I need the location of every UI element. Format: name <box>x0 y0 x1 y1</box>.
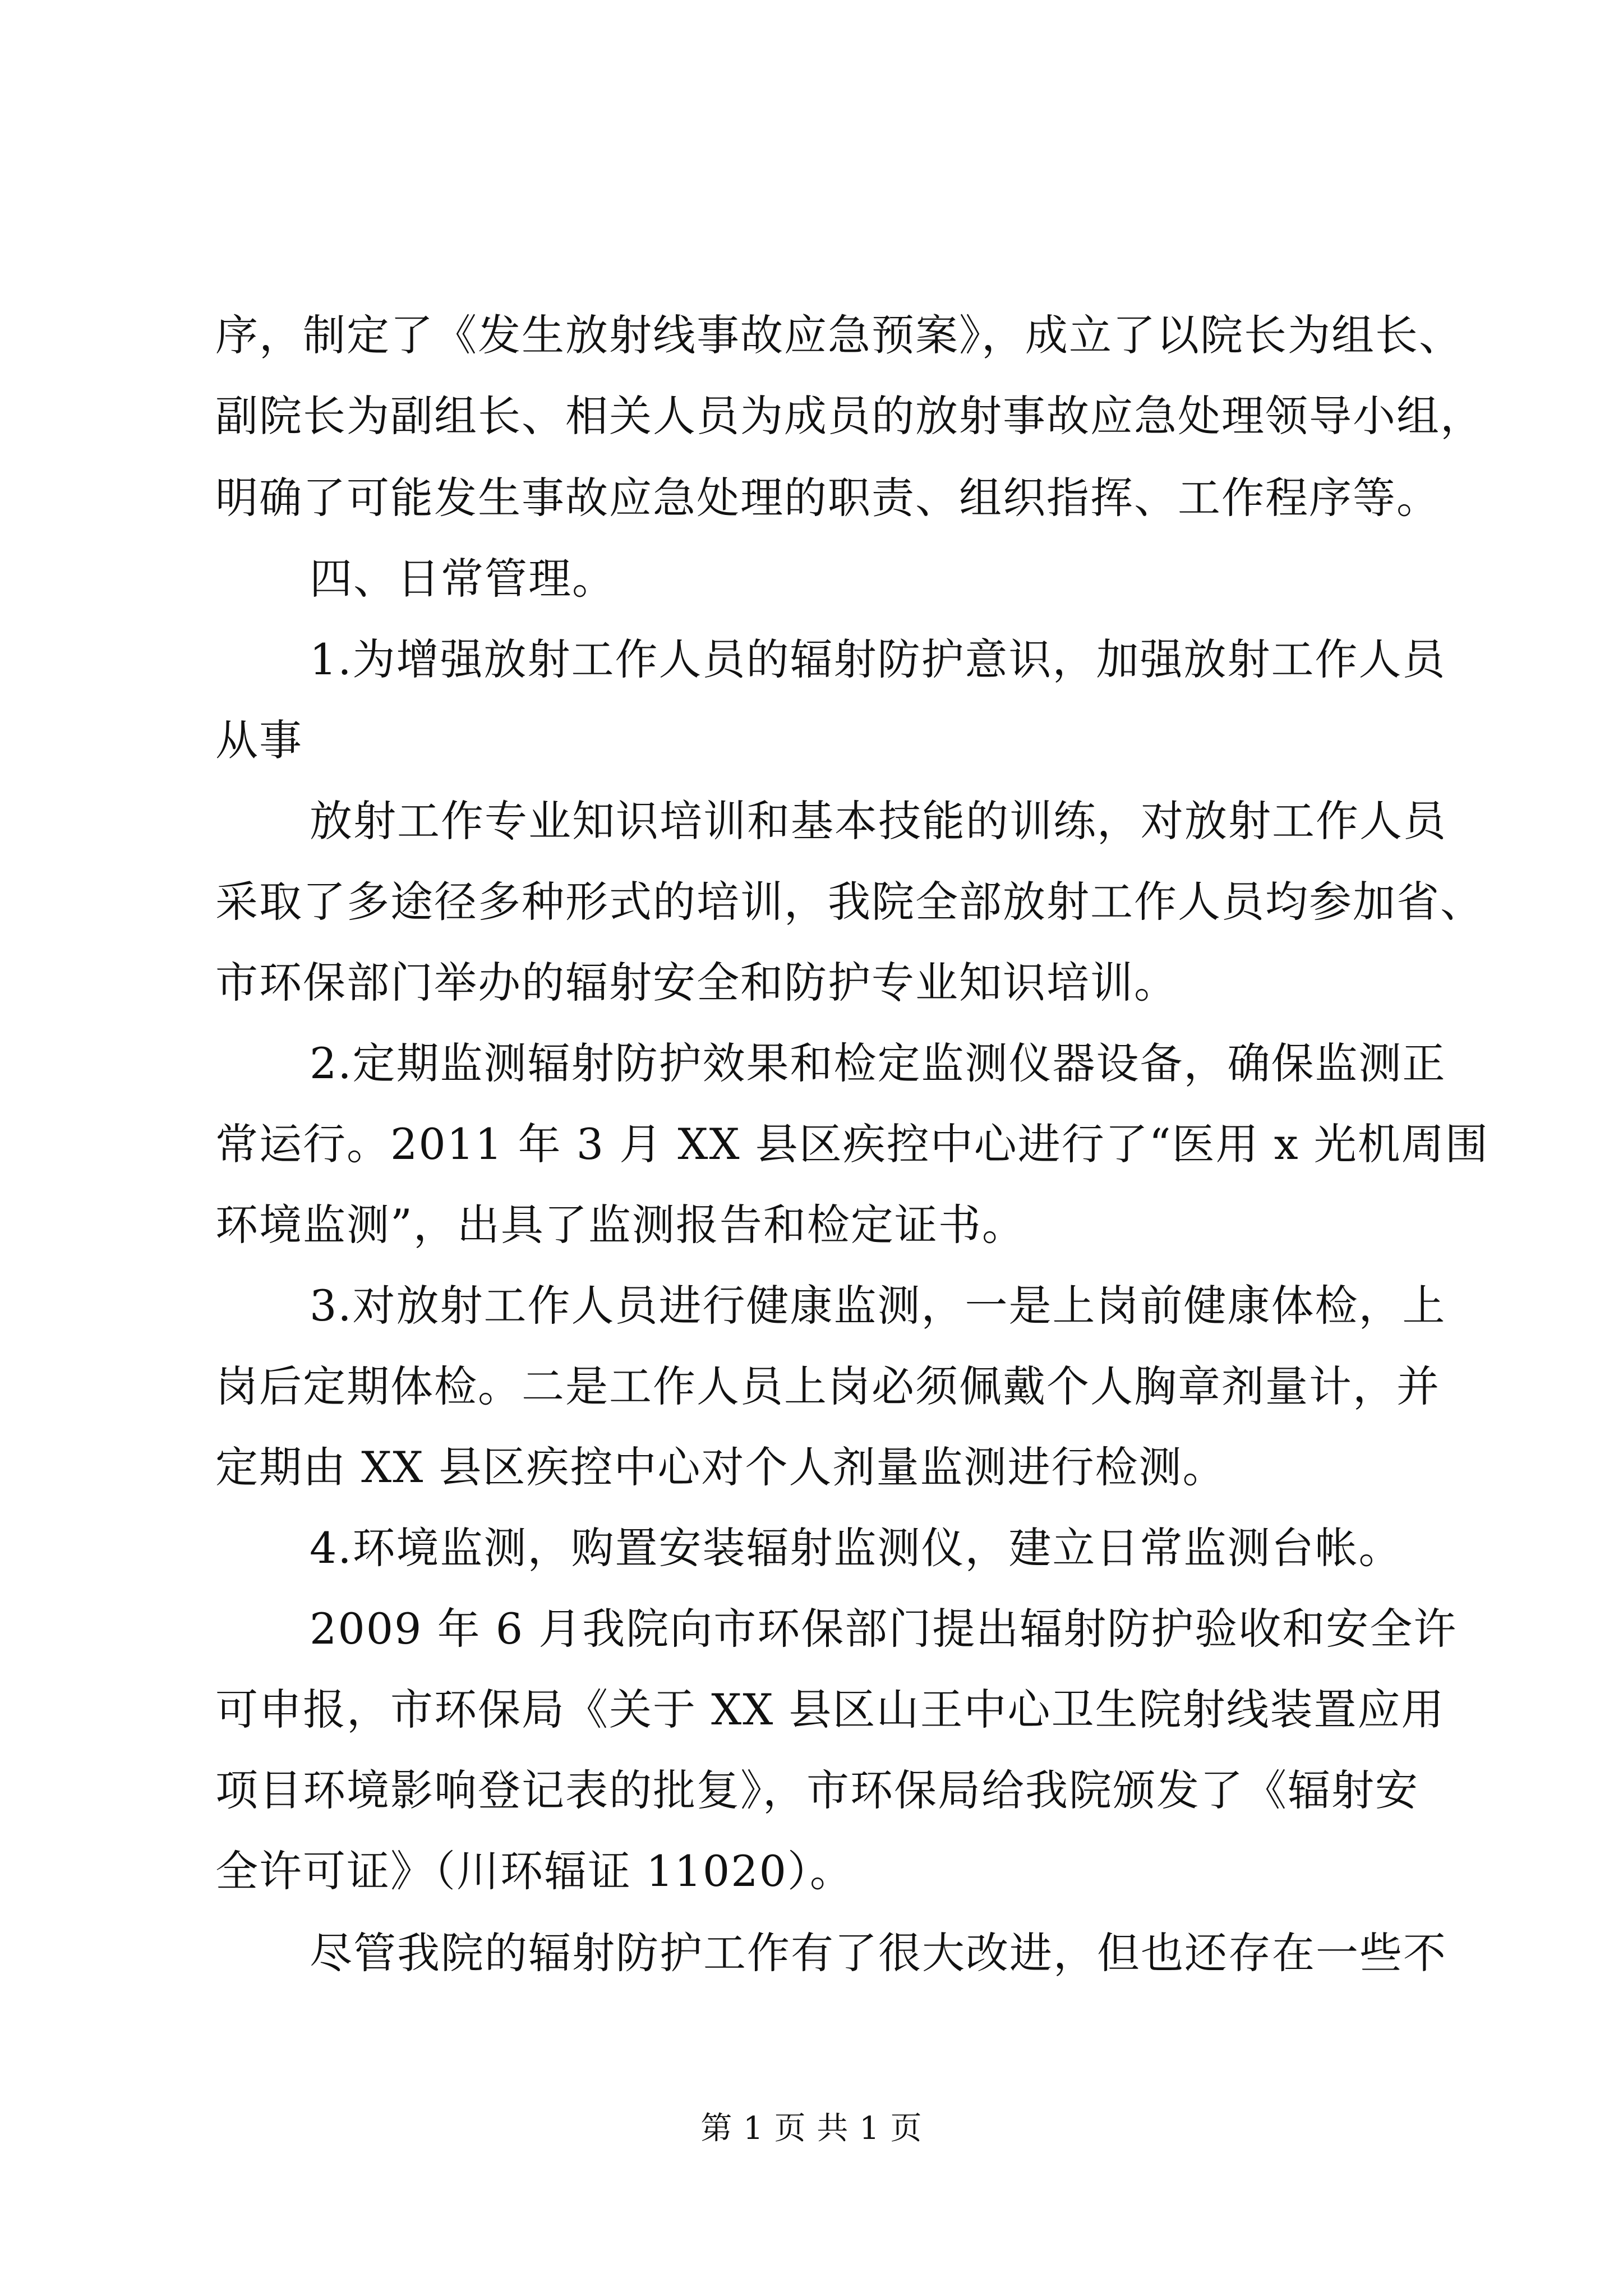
paragraph-line: 定期由 XX 县区疾控中心对个人剂量监测进行检测。 <box>215 1442 1227 1492</box>
paragraph-line: 岗后定期体检。二是工作人员上岗必须佩戴个人胸章剂量计，并 <box>215 1361 1440 1411</box>
page-footer: 第 1 页 共 1 页 <box>700 2110 923 2147</box>
paragraph-line: 放射工作专业知识培训和基本技能的训练，对放射工作人员 <box>310 796 1447 846</box>
paragraph-line: 环境监测”，出具了监测报告和检定证书。 <box>215 1200 1026 1250</box>
paragraph-line: 全许可证》（川环辐证 11020）。 <box>215 1846 854 1896</box>
paragraph-line: 项目环境影响登记表的批复》，市环保局给我院颁发了《辐射安 <box>215 1765 1419 1815</box>
paragraph-line: 副院长为副组长、相关人员为成员的放射事故应急处理领导小组， <box>215 391 1484 441</box>
paragraph-line: 可申报，市环保局《关于 XX 县区山王中心卫生院射线装置应用 <box>215 1685 1445 1734</box>
paragraph-line: 尽管我院的辐射防护工作有了很大改进，但也还存在一些不 <box>310 1928 1447 1978</box>
paragraph-line: 序，制定了《发生放射线事故应急预案》，成立了以院长为组长、 <box>215 310 1463 360</box>
paragraph-line: 1.为增强放射工作人员的辐射防护意识，加强放射工作人员 <box>310 634 1446 684</box>
paragraph-line: 采取了多途径多种形式的培训，我院全部放射工作人员均参加省、 <box>215 877 1484 927</box>
paragraph-line: 从事 <box>215 715 303 765</box>
paragraph-line: 常运行。2011 年 3 月 XX 县区疾控中心进行了“医用 x 光机周围 <box>215 1119 1489 1169</box>
paragraph-line: 4.环境监测，购置安装辐射监测仪，建立日常监测台帐。 <box>310 1523 1403 1573</box>
paragraph-line: 明确了可能发生事故应急处理的职责、组织指挥、工作程序等。 <box>215 473 1440 523</box>
paragraph-line: 市环保部门举办的辐射安全和防护专业知识培训。 <box>215 958 1178 1007</box>
paragraph-line: 3.对放射工作人员进行健康监测，一是上岗前健康体检，上 <box>310 1281 1446 1331</box>
section-heading: 四、日常管理。 <box>310 554 616 604</box>
paragraph-line: 2.定期监测辐射防护效果和检定监测仪器设备，确保监测正 <box>310 1038 1446 1088</box>
paragraph-line: 2009 年 6 月我院向市环保部门提出辐射防护验收和安全许 <box>310 1604 1458 1654</box>
